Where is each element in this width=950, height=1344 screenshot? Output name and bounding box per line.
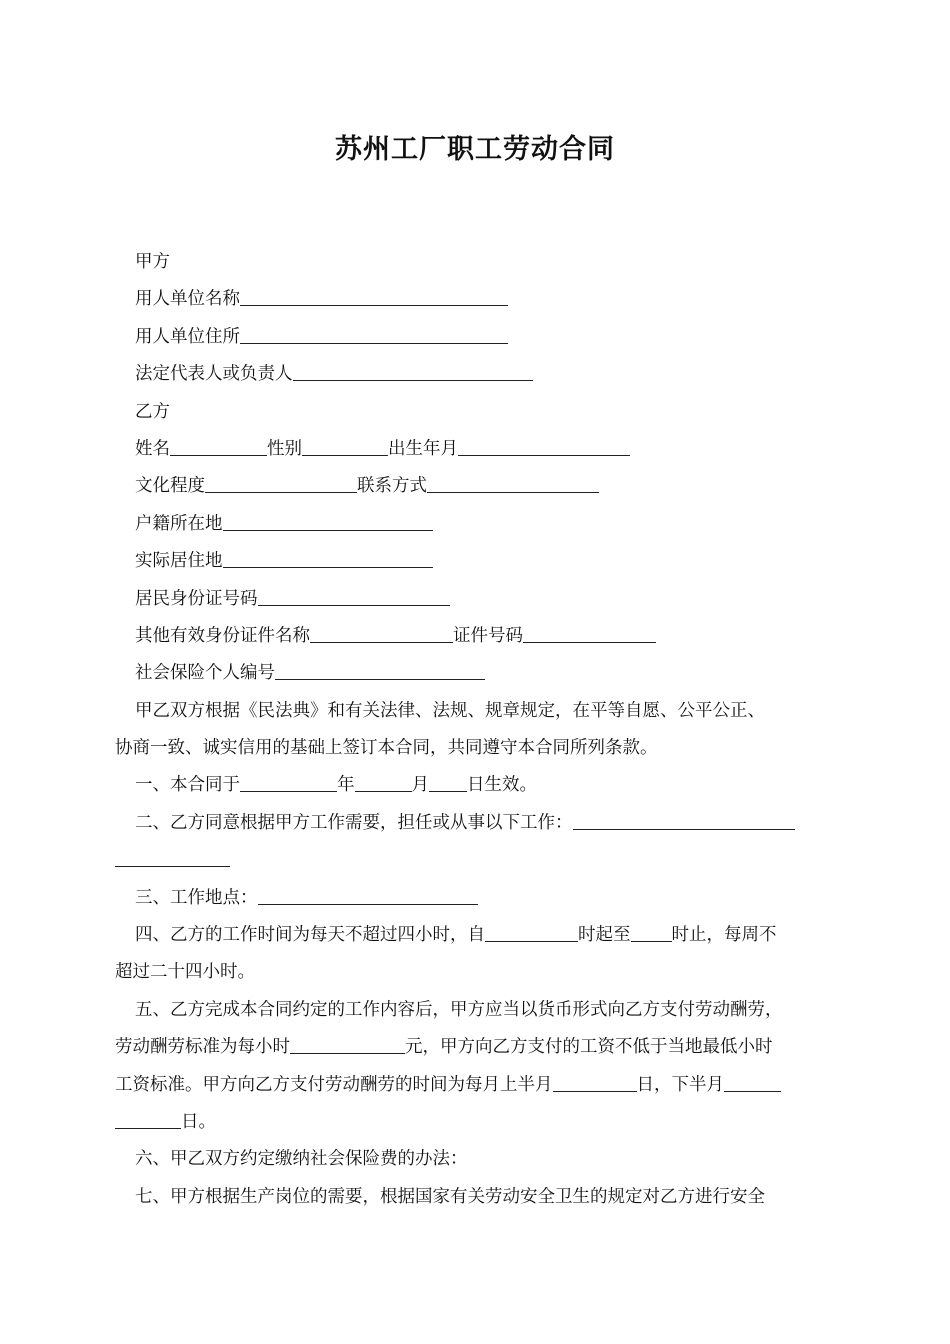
legal-rep-blank[interactable]	[293, 360, 533, 381]
residence-blank[interactable]	[223, 547, 433, 568]
job-blank[interactable]	[573, 809, 795, 830]
id-blank[interactable]	[258, 585, 450, 606]
start-hour-blank[interactable]	[485, 921, 578, 942]
cert-no-blank[interactable]	[523, 622, 656, 643]
name-gender-birth-row: 姓名 性别 出生年月	[115, 431, 840, 468]
clause-5-line-1: 五、乙方完成本合同约定的工作内容后，甲方应当以货币形式向乙方支付劳动酬劳，	[135, 999, 783, 1020]
clause-6: 六、甲乙双方约定缴纳社会保险费的办法：	[135, 1149, 468, 1170]
clause-3: 三、工作地点：	[115, 880, 840, 917]
second-half-day-blank[interactable]	[724, 1071, 781, 1092]
start-day-blank[interactable]	[429, 771, 467, 792]
end-hour-blank[interactable]	[631, 921, 672, 942]
name-blank[interactable]	[170, 435, 267, 456]
job-blank-continued[interactable]	[115, 846, 230, 867]
hourly-wage-blank[interactable]	[290, 1033, 405, 1054]
clause-4: 四、乙方的工作时间为每天不超过四小时，自 时起至 时止，每周不	[115, 917, 840, 954]
legal-rep-row: 法定代表人或负责人	[115, 356, 840, 393]
other-id-blank[interactable]	[310, 622, 453, 643]
intro-line-2: 协商一致、诚实信用的基础上签订本合同，共同遵守本合同所列条款。	[115, 738, 658, 759]
clause-2-continuation	[115, 842, 840, 879]
hukou-row: 户籍所在地	[115, 506, 840, 543]
second-half-day-blank-continued[interactable]	[115, 1108, 181, 1129]
start-year-blank[interactable]	[240, 771, 337, 792]
clause-2: 二、乙方同意根据甲方工作需要，担任或从事以下工作：	[115, 805, 840, 842]
education-contact-row: 文化程度 联系方式	[115, 468, 840, 505]
workplace-blank[interactable]	[258, 884, 478, 905]
unit-address-blank[interactable]	[240, 323, 508, 344]
intro-line-1: 甲乙双方根据《民法典》和有关法律、法规、规章规定，在平等自愿、公平公正、	[135, 700, 765, 721]
other-id-row: 其他有效身份证件名称 证件号码	[115, 618, 840, 655]
party-b-heading: 乙方	[135, 401, 170, 422]
contact-blank[interactable]	[427, 472, 599, 493]
unit-name-blank[interactable]	[240, 285, 508, 306]
clause-5-line-4: 日。	[115, 1104, 840, 1141]
unit-name-row: 用人单位名称	[115, 281, 840, 318]
document-title: 苏州工厂职工劳动合同	[335, 134, 615, 165]
social-security-blank[interactable]	[275, 659, 485, 680]
clause-4-line-2: 超过二十四小时。	[115, 962, 255, 983]
unit-address-row: 用人单位住所	[115, 319, 840, 356]
social-security-row: 社会保险个人编号	[115, 655, 840, 692]
contract-body	[115, 244, 840, 1216]
start-month-blank[interactable]	[355, 771, 412, 792]
residence-row: 实际居住地	[115, 543, 840, 580]
id-row: 居民身份证号码	[115, 581, 840, 618]
birth-blank[interactable]	[458, 435, 630, 456]
education-blank[interactable]	[205, 472, 357, 493]
hukou-blank[interactable]	[223, 510, 433, 531]
clause-1: 一、本合同于 年 月 日生效。	[115, 767, 840, 804]
clause-7: 七、甲方根据生产岗位的需要，根据国家有关劳动安全卫生的规定对乙方进行安全	[135, 1186, 765, 1207]
gender-blank[interactable]	[302, 435, 388, 456]
clause-5-line-2: 劳动酬劳标准为每小时 元，甲方向乙方支付的工资不低于当地最低小时	[115, 1029, 840, 1066]
clause-5-line-3: 工资标准。甲方向乙方支付劳动酬劳的时间为每月上半月 日，下半月	[115, 1067, 840, 1104]
first-half-day-blank[interactable]	[553, 1071, 637, 1092]
party-a-heading: 甲方	[135, 252, 170, 272]
